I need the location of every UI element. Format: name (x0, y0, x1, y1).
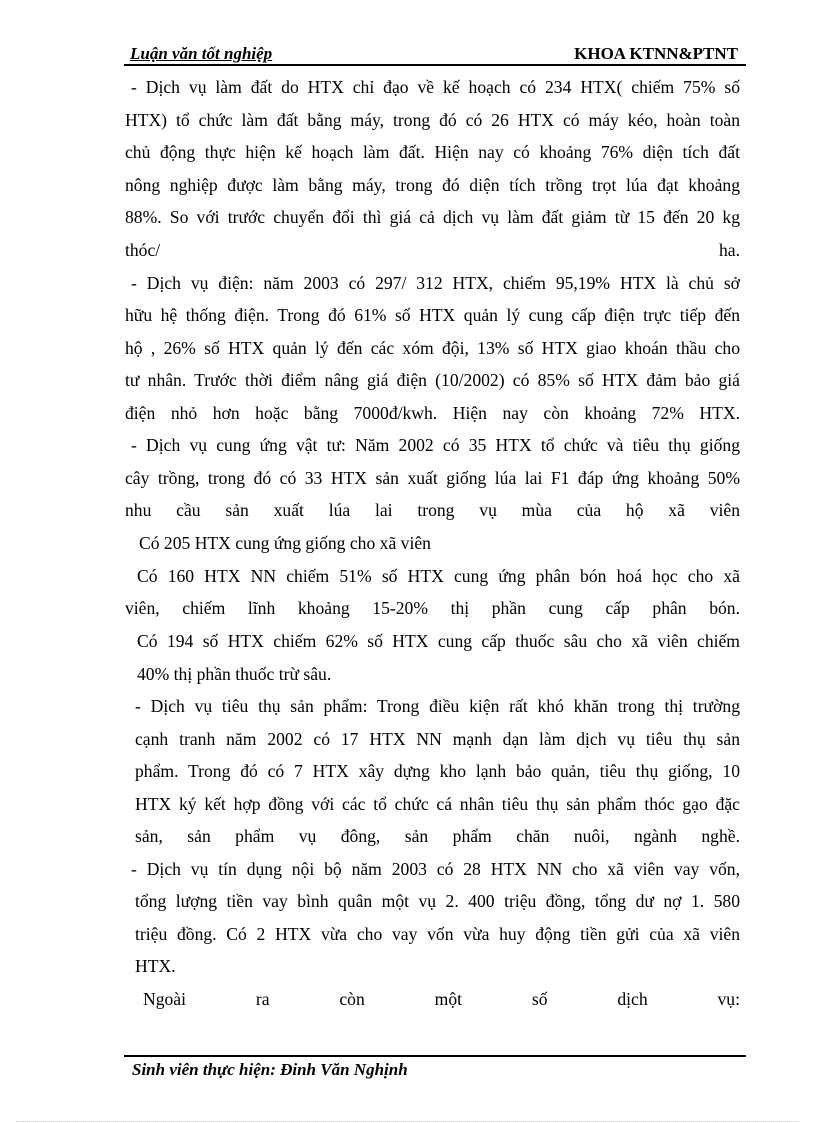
text-line: tư nhân. Trước thời điểm nâng giá điện (10/2002) có 85% số HTX đảm bảo giá (125, 370, 740, 390)
text-line: - Dịch vụ điện: năm 2003 có 297/ 312 HTX, chiếm 95,19% HTX là chủ sở (131, 273, 740, 293)
text-line: Có 160 HTX NN chiếm 51% số HTX cung ứng phân bón hoá học cho xã (137, 566, 740, 586)
page-boundary (16, 1121, 798, 1122)
text-line: hữu hệ thống điện. Trong đó 61% số HTX quản lý cung cấp điện trực tiếp đến (125, 305, 740, 325)
text-line: 40% thị phần thuốc trừ sâu. (137, 664, 332, 684)
text-line: - Dịch vụ làm đất do HTX chỉ đạo về kế hoạch có 234 HTX( chiếm 75% số (131, 77, 740, 97)
text-line: nông nghiệp được làm bằng máy, trong đó diện tích trồng trọt lúa đạt khoảng (125, 175, 740, 195)
header-divider (124, 64, 746, 66)
text-line: hộ , 26% số HTX quản lý đến các xóm đội, 13% số HTX giao khoán thầu cho (125, 338, 740, 358)
text-line: Ngoài ra còn một số dịch vụ: (143, 989, 740, 1009)
thesis-label: Luận văn tốt nghiệp (130, 44, 273, 63)
text-line: cạnh tranh năm 2002 có 17 HTX NN mạnh dạn làm dịch vụ tiêu thụ sản (135, 729, 740, 749)
author-footer: Sinh viên thực hiện: Đinh Văn Nghịnh (132, 1060, 408, 1079)
faculty-label: KHOA KTNN&PTNT (574, 44, 738, 63)
text-line: HTX) tổ chức làm đất bằng máy, trong đó có 26 HTX có máy kéo, hoàn toàn (125, 110, 740, 130)
page-header (130, 44, 744, 66)
text-line: sản, sản phẩm vụ đông, sản phẩm chăn nuôi, ngành nghề. (135, 826, 740, 846)
text-line: Có 194 số HTX chiếm 62% số HTX cung cấp thuốc sâu cho xã viên chiếm (137, 631, 740, 651)
footer-divider (124, 1055, 746, 1057)
text-line: nhu cầu sản xuất lúa lai trong vụ mùa của hộ xã viên (125, 500, 740, 520)
text-line: - Dịch vụ tiêu thụ sản phẩm: Trong điều kiện rất khó khăn trong thị trường (135, 696, 740, 716)
text-line: chủ động thực hiện kế hoạch làm đất. Hiện nay có khoảng 76% diện tích đất (125, 142, 740, 162)
text-line: tổng lượng tiền vay bình quân một vụ 2. 400 triệu đồng, tổng dư nợ 1. 580 (135, 891, 740, 911)
text-line: Có 205 HTX cung ứng giống cho xã viên (139, 533, 431, 553)
text-line: cây trồng, trong đó có 33 HTX sản xuất giống lúa lai F1 đáp ứng khoảng 50% (125, 468, 740, 488)
text-line: 88%. So với trước chuyển đổi thì giá cả dịch vụ làm đất giảm từ 15 đến 20 kg (125, 207, 740, 227)
text-line: phẩm. Trong đó có 7 HTX xây dựng kho lạnh bảo quản, tiêu thụ giống, 10 (135, 761, 740, 781)
text-line: thóc/ ha. (125, 240, 740, 260)
text-line: HTX. (135, 956, 176, 976)
text-line: - Dịch vụ tín dụng nội bộ năm 2003 có 28 HTX NN cho xã viên vay vốn, (131, 859, 740, 879)
text-line: - Dịch vụ cung ứng vật tư: Năm 2002 có 35 HTX tổ chức và tiêu thụ giống (131, 435, 740, 455)
text-line: viên, chiếm lĩnh khoảng 15-20% thị phần cung cấp phân bón. (125, 598, 740, 618)
text-line: triệu đồng. Có 2 HTX vừa cho vay vốn vừa huy động tiền gửi của xã viên (135, 924, 740, 944)
text-line: HTX ký kết hợp đồng với các tổ chức cá nhân tiêu thụ sản phẩm thóc gạo đặc (135, 794, 740, 814)
text-line: điện nhỏ hơn hoặc bằng 7000đ/kwh. Hiện nay còn khoảng 72% HTX. (125, 403, 740, 423)
